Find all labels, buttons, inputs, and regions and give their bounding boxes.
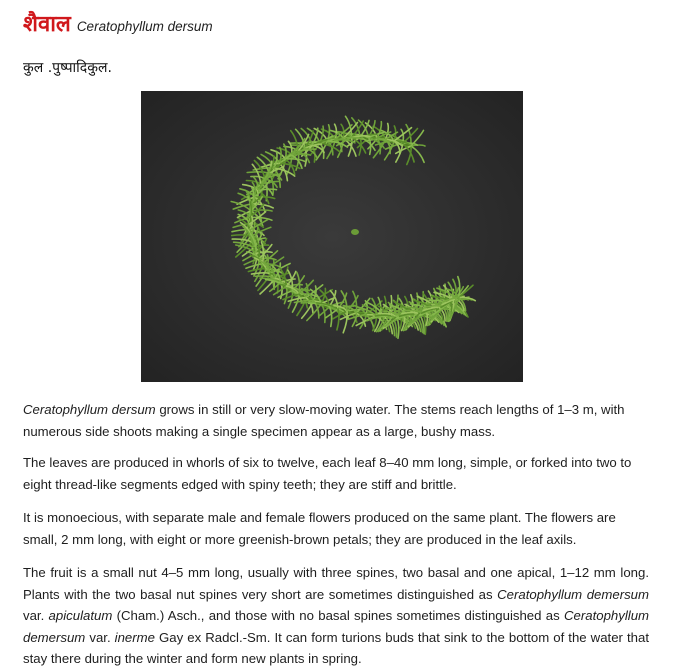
scientific-name: Ceratophyllum dersum bbox=[76, 19, 213, 34]
fruit-italic-c: Ceratophyllum demersum bbox=[23, 608, 650, 645]
fruit-text-b: var. bbox=[23, 608, 49, 623]
fruit-text-a: The fruit is a small nut 4–5 mm long, usually with three spines, two basal and one apical, 1–12 mm long. Plants with the two basal nut spines very short are sometimes distinguished as bbox=[23, 565, 649, 602]
hindi-title: शैवाल bbox=[23, 12, 71, 37]
family-label: कुल .पुष्पादिकुल. bbox=[23, 60, 112, 76]
species-name: Ceratophyllum dersum bbox=[23, 402, 156, 417]
paragraph-growth-text: grows in still or very slow-moving water. The stems reach lengths of 1–3 m, with numerous side shoots making a single specimen appear as a large, bushy mass. bbox=[23, 402, 625, 439]
paragraph-leaves: The leaves are produced in whorls of six to twelve, each leaf 8–40 mm long, simple, or forked into two to eight thread-like segments edged with spiny teeth; they are stiff and brittle. bbox=[23, 455, 632, 492]
paragraph-growth bbox=[23, 399, 649, 442]
fruit-text-c: (Cham.) Asch., and those with no basal spines sometimes distinguished as bbox=[112, 608, 564, 623]
paragraph-flowers: It is monoecious, with separate male and female flowers produced on the same plant. The flowers are small, 2 mm long, with eight or more greenish-brown petals; they are produced in the leaf axils. bbox=[23, 510, 616, 547]
small-leaf-fragment bbox=[351, 229, 359, 235]
fruit-text-d: var. bbox=[85, 629, 115, 645]
title-row bbox=[23, 8, 213, 38]
hornwort-plant-illustration bbox=[141, 91, 523, 382]
fruit-text-e: Gay ex Radcl.-Sm. It can form turions buds that sink to the bottom of the water that stay there during the winter and form new plants in spring. bbox=[23, 629, 649, 666]
paragraph-fruit bbox=[23, 562, 649, 670]
fruit-italic-d: inerme bbox=[114, 629, 155, 645]
fruit-italic-b: apiculatum bbox=[48, 608, 113, 623]
plant-photo bbox=[141, 91, 523, 382]
fruit-italic-a: Ceratophyllum demersum bbox=[497, 586, 649, 602]
